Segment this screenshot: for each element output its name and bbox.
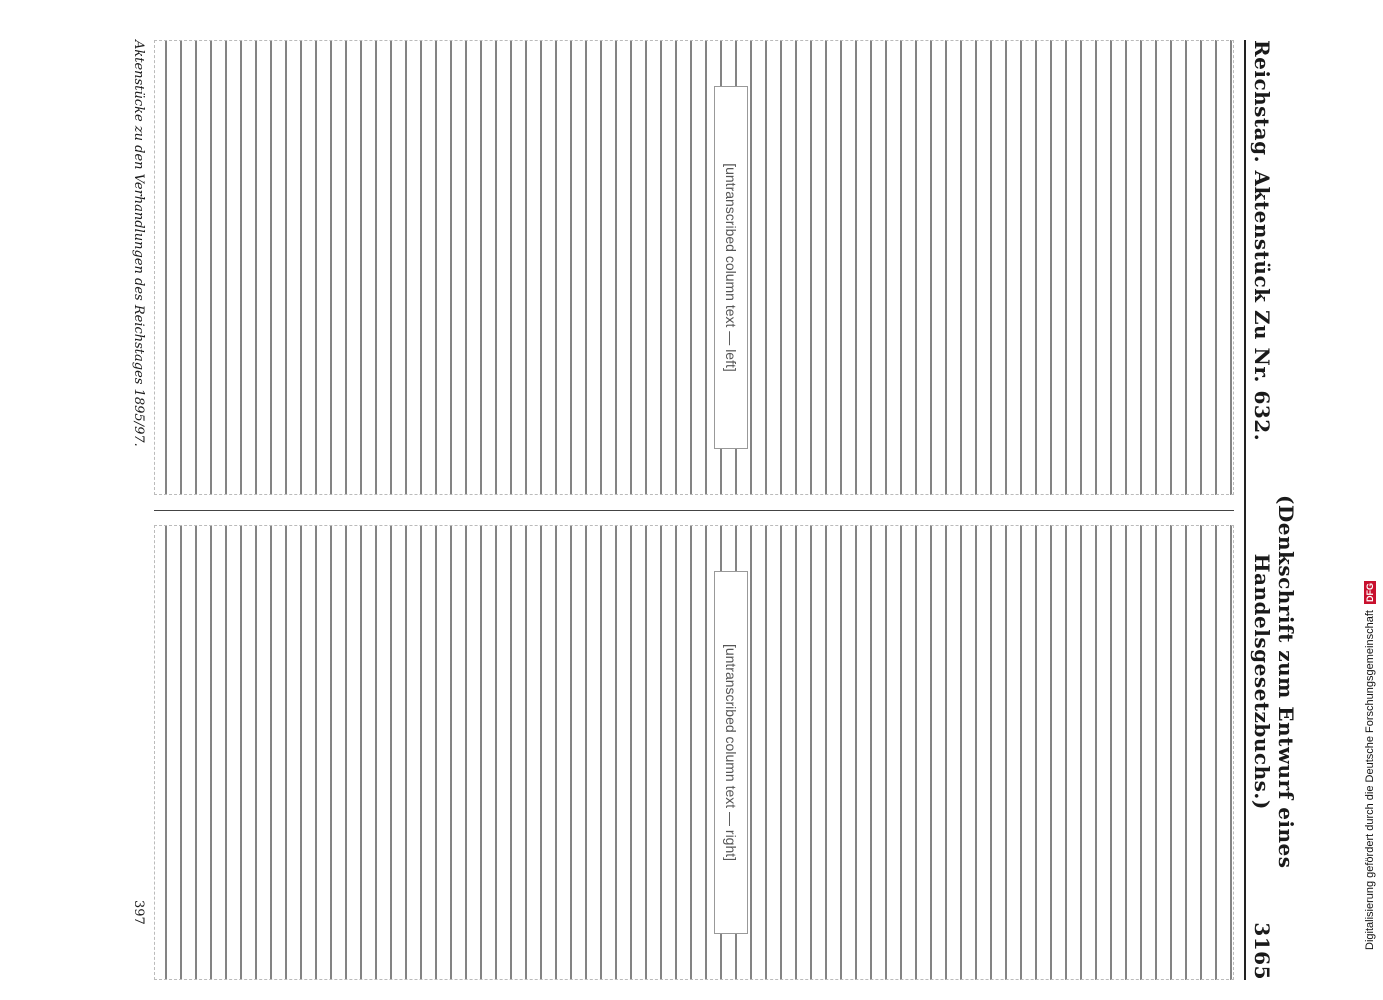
placeholder-label-left: [untranscribed column text — left] <box>714 86 748 448</box>
document-page <box>40 40 1298 980</box>
digitization-credit <box>1362 10 1378 950</box>
header-left: Reichstag. Aktenstück Zu Nr. 632. <box>1250 40 1274 442</box>
column-divider <box>154 510 1234 511</box>
header-title: (Denkschrift zum Entwurf eines Handelsgesetzbuchs.) <box>1250 494 1298 869</box>
placeholder-label-right: [untranscribed column text — right] <box>714 571 748 933</box>
text-column-left <box>154 40 1234 495</box>
page-header <box>1244 40 1298 980</box>
page-number: 3165 <box>1250 922 1274 980</box>
text-column-right <box>154 525 1234 980</box>
dfg-logo: DFG <box>1365 583 1375 603</box>
footer-note: Aktenstücke zu den Verhandlungen des Reichstages 1895/97. <box>131 40 146 447</box>
credit-text: Digitalisierung gefördert durch die Deutsche Forschungsgemeinschaft <box>1364 610 1376 950</box>
sheet-number: 397 <box>131 900 146 925</box>
